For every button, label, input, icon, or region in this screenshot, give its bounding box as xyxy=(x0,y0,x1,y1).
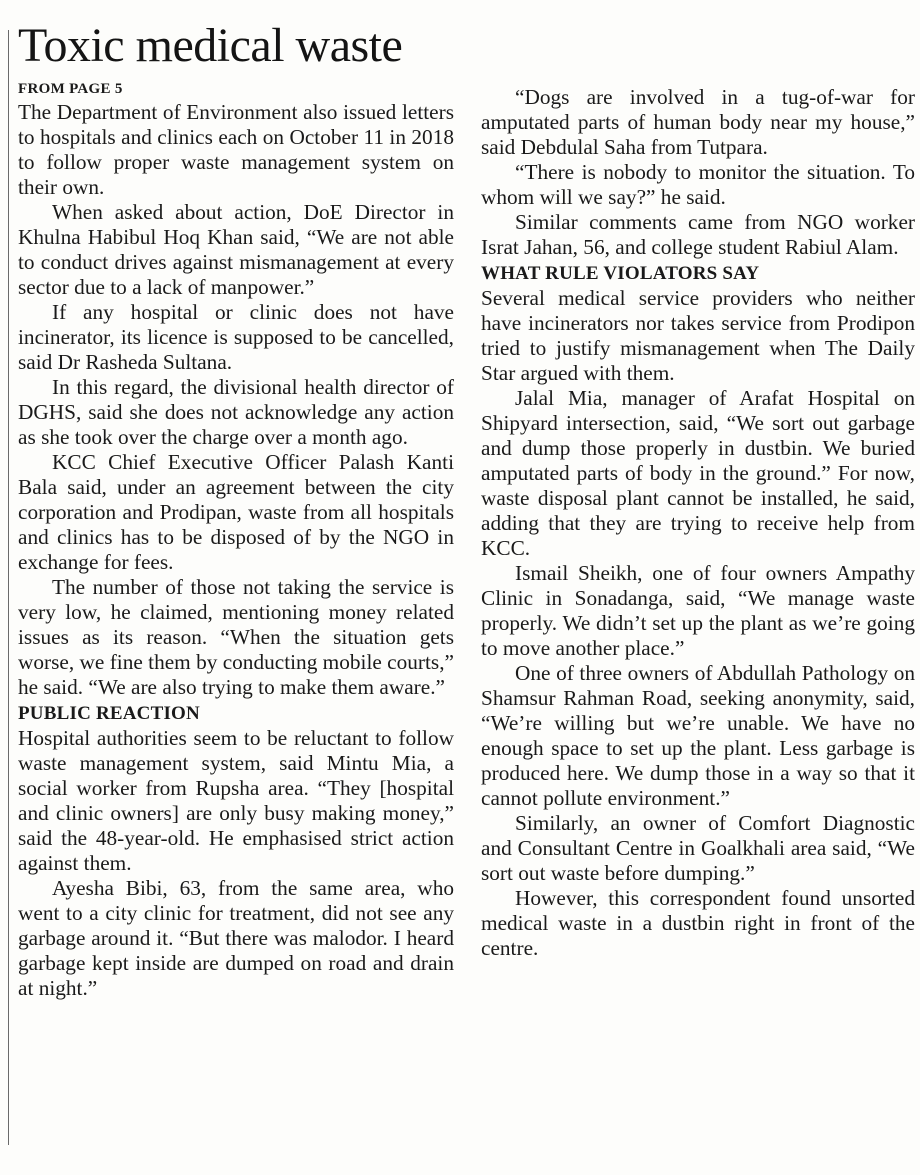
paragraph: The Department of Environment also issued letters to hospitals and clinics each on October 11 in 2018 to follow proper waste management system on their own. xyxy=(18,100,454,199)
paragraph: In this regard, the divisional health director of DGHS, said she does not acknowledge any action as she took over the charge over a month ago. xyxy=(18,375,454,449)
paragraph: Hospital authorities seem to be reluctant to follow waste management system, said Mintu Mia, a social worker from Rupsha area. “They [hospital and clinic owners] are only busy making money,” said the 48-year-old. He emphasised strict action against them. xyxy=(18,726,454,875)
paragraph: However, this correspondent found unsorted medical waste in a dustbin right in front of the centre. xyxy=(481,886,915,960)
right-column xyxy=(481,85,915,961)
paragraph: One of three owners of Abdullah Pathology on Shamsur Rahman Road, seeking anonymity, said, “We’re willing but we’re unable. We have no enough space to set up the plant. Less garbage is produced here. We dump those in a way so that it cannot pollute environment.” xyxy=(481,661,915,810)
paragraph: KCC Chief Executive Officer Palash Kanti Bala said, under an agreement between the city corporation and Prodipan, waste from all hospitals and clinics has to be disposed of by the NGO in exchange for fees. xyxy=(18,450,454,574)
subhead-public-reaction: PUBLIC REACTION xyxy=(18,703,200,724)
column-rule xyxy=(8,30,9,1145)
paragraph: The number of those not taking the service is very low, he claimed, mentioning money related issues as its reason. “When the situation gets worse, we fine them by conducting mobile courts,” he said. “We are also trying to make them aware.” xyxy=(18,575,454,699)
paragraph: Similarly, an owner of Comfort Diagnostic and Consultant Centre in Goalkhali area said, “We sort out waste before dumping.” xyxy=(481,811,915,885)
paragraph: If any hospital or clinic does not have incinerator, its licence is supposed to be cancelled, said Dr Rasheda Sultana. xyxy=(18,300,454,374)
paragraph: Several medical service providers who neither have incinerators nor takes service from Prodipon tried to justify mismanagement when The Daily Star argued with them. xyxy=(481,286,915,385)
subhead-what-rule-violators-say: WHAT RULE VIOLATORS SAY xyxy=(481,263,760,284)
paragraph: Ayesha Bibi, 63, from the same area, who went to a city clinic for treatment, did not see any garbage around it. “But there was malodor. I heard garbage kept inside are dumped on road and drain at night.” xyxy=(18,876,454,1000)
headline: Toxic medical waste xyxy=(18,19,403,72)
paragraph: Similar comments came from NGO worker Israt Jahan, 56, and college student Rabiul Alam. xyxy=(481,210,915,259)
paragraph: “There is nobody to monitor the situation. To whom will we say?” he said. xyxy=(481,160,915,209)
paragraph: Jalal Mia, manager of Arafat Hospital on Shipyard intersection, said, “We sort out garbage and dump those properly in dustbin. We buried amputated parts of body in the ground.” For now, waste disposal plant cannot be installed, he said, adding that they are trying to receive help from KCC. xyxy=(481,386,915,560)
paragraph: When asked about action, DoE Director in Khulna Habibul Hoq Khan said, “We are not able to conduct drives against mismanagement at every sector due to a lack of manpower.” xyxy=(18,200,454,299)
from-page-label: FROM PAGE 5 xyxy=(18,81,123,97)
paragraph: Ismail Sheikh, one of four owners Ampathy Clinic in Sonadanga, said, “We manage waste properly. We didn’t set up the plant as we’re going to move another place.” xyxy=(481,561,915,660)
paragraph: “Dogs are involved in a tug-of-war for amputated parts of human body near my house,” said Debdulal Saha from Tutpara. xyxy=(481,85,915,159)
left-column xyxy=(18,80,454,1001)
